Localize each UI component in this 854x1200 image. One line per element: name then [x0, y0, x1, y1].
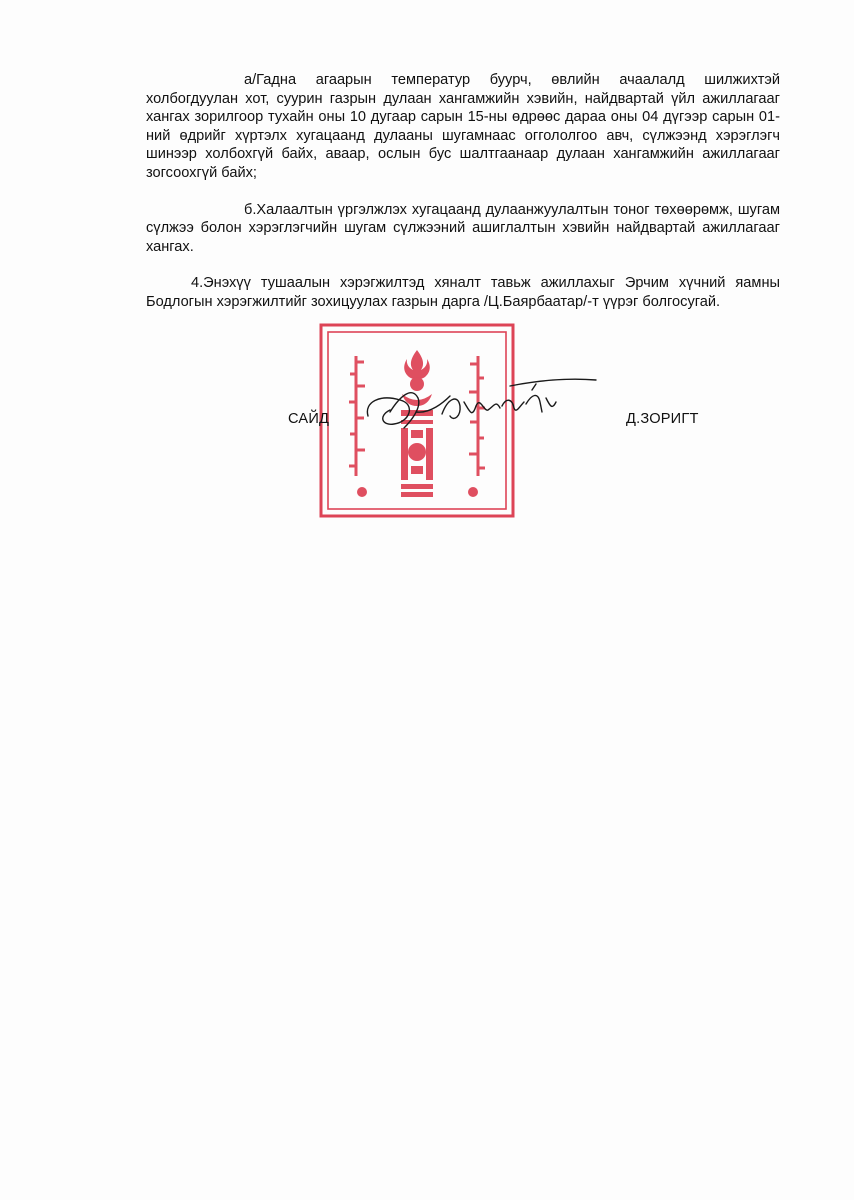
paragraph-b: б.Халаалтын үргэлжлэх хугацаанд дулаанжуулалтын тоног төхөөрөмж, шугам сүлжээ болон хэрэглэгчийн шугам сүлжээний ашиглалтын хэвийн найдвартай ажиллагааг хангах.	[146, 201, 780, 255]
paragraph-item-4: 4.Энэхүү тушаалын хэрэгжилтэд хяналт тавьж ажиллахыг Эрчим хүчний яамны Бодлогын хэрэгжилтийг зохицуулах газрын дарга /Ц.Баярбаатар/-т үүрэг болгосугай.	[146, 275, 780, 310]
document-body	[146, 71, 780, 312]
signatory-name: Д.ЗОРИГТ	[626, 411, 699, 427]
handwritten-signature-icon	[360, 372, 600, 442]
paragraph-a: а/Гадна агаарын температур буурч, өвлийн ачаалалд шилжихтэй холбогдуулан хот, суурин газрын дулаан хангамжийн хэвийн, найдвартай үйл ажиллагааг хангах зорилгоор тухайн оны 10 дугаар сарын 15-ны өдрөөс дараа оны 04 дүгээр сарын 01-ний өдрийг хүртэлх хугацаанд дулааны шугамнаас оггололгоо авч, сүлжээнд хэрэглэгч шинээр холбохгүй байх, аваар, ослын бус шалтгаанаар дулаан хангамжийн ажиллагааг зогсоохгүй байх;	[146, 72, 780, 181]
signatory-title: САЙД	[288, 411, 330, 427]
